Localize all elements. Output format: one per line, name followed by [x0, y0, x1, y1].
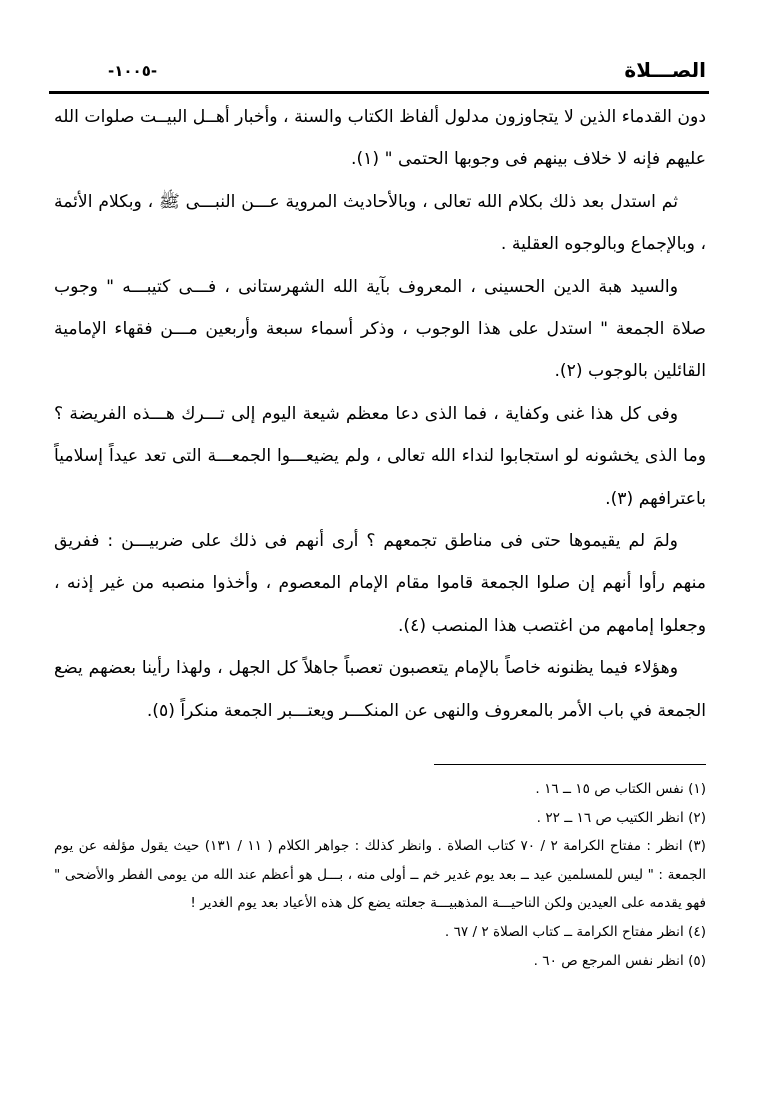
- page-number: -١٠٠٥-: [108, 62, 158, 80]
- main-text: [54, 96, 706, 732]
- paragraph: ثم استدل بعد ذلك بكلام الله تعالى ، وبالأحاديث المروية عـــن النبـــى ﷺ ، وبكلام الأئمة ، وبالإجماع وبالوجوه العقلية .: [54, 191, 706, 255]
- paragraph: دون القدماء الذين لا يتجاوزون مدلول ألفاظ الكتاب والسنة ، وأخبار أهــل البيــت صلوات الله عليهم فإنه لا خلاف بينهم فى وجوبها الحتمى " (١).: [54, 107, 706, 170]
- footnote: (٥) انظر نفس المرجع ص ٦٠ .: [533, 952, 706, 969]
- paragraph: والسيد هبة الدين الحسينى ، المعروف بآية الله الشهرستانى ، فـــى كتيبـــه " وجوب صلاة الجمعة " استدل على هذا الوجوب ، وذكر أسماء سبعة وأربعين مـــن فقهاء الإمامية القائلين بالوجوب (٢).: [54, 276, 706, 382]
- header-rule: [49, 91, 709, 94]
- footnote: (٤) انظر مفتاح الكرامة ــ كتاب الصلاة ٢ / ٦٧ .: [444, 923, 706, 940]
- footnote: (٢) انظر الكتيب ص ١٦ ــ ٢٢ .: [536, 809, 706, 826]
- paragraph: وهؤلاء فيما يظنونه خاصاً بالإمام يتعصبون تعصباً جاهلاً كل الجهل ، ولهذا رأينا بعضهم يضع الجمعة في باب الأمر بالمعروف والنهى عن المنكـــر ويعتـــبر الجمعة منكراً (٥).: [54, 658, 706, 721]
- footnote: (٣) انظر : مفتاح الكرامة ٢ / ٧٠ كتاب الصلاة . وانظر كذلك : جواهر الكلام ( ١١ / ١٣١) حيث يقول مؤلفه عن يوم الجمعة : " ليس للمسلمين عيد ــ بعد يوم غدير خم ــ أولى منه ، بـــل هو أعظم عند الله من يومى الفطر والأضحى " فهو يقدمه على العيدين ولكن الناحيـــة المذهبيـــة جعلته يضع كل هذه الأعياد بعد يوم الغدير !: [54, 838, 706, 912]
- paragraph: وفى كل هذا غنى وكفاية ، فما الذى دعا معظم شيعة اليوم إلى تـــرك هـــذه الفريضة ؟ وما الذى يخشونه لو استجابوا لنداء الله تعالى ، ولم يضيعـــوا الجمعـــة التى تعد عيداً إسلامياً باعترافهم (٣).: [54, 403, 706, 509]
- footnote-separator: [434, 764, 706, 765]
- running-title: الصـــلاة: [624, 58, 706, 82]
- paragraph: ولمَ لم يقيموها حتى فى مناطق تجمعهم ؟ أرى أنهم فى ذلك على ضربيـــن : ففريق منهم رأوا أنهم إن صلوا الجمعة قاموا مقام الإمام المعصوم ، وأخذوا منصبه من غير إذنه ، وجعلوا إمامهم من اغتصب هذا المنصب (٤).: [54, 531, 706, 636]
- page-header: [50, 58, 706, 88]
- footnote: (١) نفس الكتاب ص ١٥ ــ ١٦ .: [535, 781, 706, 797]
- footnotes: [54, 775, 706, 975]
